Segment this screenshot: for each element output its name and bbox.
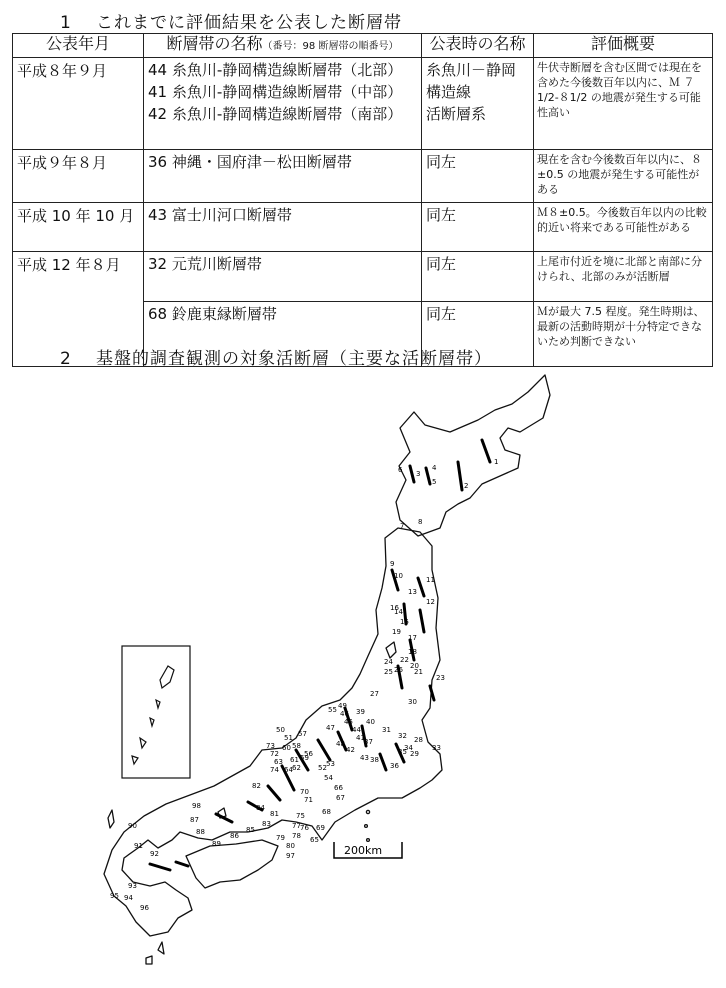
fault-number: 33 [432, 744, 441, 752]
header-fault-name-text: 断層帯の名称 [166, 34, 263, 53]
row-summary: Ｍ８±0.5。今後数百年以内の比較的近い将来である可能性がある [534, 203, 713, 252]
fault-line [150, 864, 170, 870]
fault-number: 86 [230, 832, 239, 840]
section1-title: これまでに評価結果を公表した断層帯 [96, 13, 402, 33]
fault-number: 28 [414, 736, 423, 744]
row-date: 平成 12 年８月 [13, 252, 144, 367]
fault-number: 78 [292, 832, 301, 840]
row-summary: Ｍが最大 7.5 程度。発生時期は、最新の活動時期が十分特定できないため判断できない [534, 302, 713, 367]
fault-number: 57 [298, 730, 307, 738]
fault-number: 89 [212, 840, 221, 848]
fault-number: 40 [366, 718, 375, 726]
japan-fault-map [0, 370, 726, 988]
ryukyu-island [150, 718, 154, 726]
fault-number: 56 [304, 750, 313, 758]
fault-number: 12 [426, 598, 435, 606]
section2-heading [60, 344, 492, 369]
fault-number: 92 [150, 850, 159, 858]
section2-title: 基盤的調査観測の対象活断層（主要な活断層帯） [96, 349, 492, 369]
fault-number: 82 [252, 782, 261, 790]
fault-number: 8 [418, 518, 423, 526]
coastline-outline [104, 375, 550, 964]
fault-item: 42 糸魚川-静岡構造線断層帯（南部） [148, 105, 403, 123]
fault-number: 79 [276, 834, 285, 842]
row-pub-name [422, 58, 534, 150]
fault-line [482, 440, 490, 462]
fault-number: 16 [390, 604, 399, 612]
fault-number: 64 [284, 766, 293, 774]
fault-number: 66 [334, 784, 343, 792]
fault-number: 5 [432, 478, 437, 486]
fault-number: 72 [270, 750, 279, 758]
row-pub-name [422, 252, 534, 302]
fault-number: 95 [110, 892, 119, 900]
tsushima-island [108, 810, 114, 828]
header-summary: 評価概要 [534, 34, 713, 58]
row-date: 平成 10 年 10 月 [13, 203, 144, 252]
hokkaido-outline [396, 375, 550, 536]
fault-number: 3 [416, 470, 421, 478]
section1-number: 1 [60, 13, 72, 33]
fault-number: 58 [292, 742, 301, 750]
okinawa-island [160, 666, 174, 688]
fault-line [318, 740, 330, 760]
fault-number: 50 [276, 726, 285, 734]
fault-number: 73 [266, 742, 275, 750]
row-summary: 現在を含む今後数百年以内に、８±0.5 の地震が発生する可能性がある [534, 150, 713, 203]
header-pub-name: 公表時の名称 [422, 34, 534, 58]
fault-number: 84 [256, 804, 265, 812]
fault-number: 46 [340, 710, 349, 718]
fault-item: 32 元荒川断層帯 [148, 255, 262, 273]
fault-number: 63 [274, 758, 283, 766]
fault-number: 1 [494, 458, 499, 466]
fault-number: 81 [270, 810, 279, 818]
fault-number: 20 [410, 662, 419, 670]
fault-item: 44 糸魚川-静岡構造線断層帯（北部） [148, 61, 403, 79]
fault-number: 15 [400, 618, 409, 626]
fault-number: 62 [292, 764, 301, 772]
pub-name-line: 糸魚川－静岡 [426, 61, 517, 79]
fault-number: 6 [398, 466, 403, 474]
fault-number: 9 [390, 560, 395, 568]
fault-evaluation-table [12, 33, 713, 367]
table-row [13, 252, 713, 302]
fault-number: 30 [408, 698, 417, 706]
fault-line [176, 862, 188, 866]
izu-island [365, 825, 368, 828]
pub-name-line: 同左 [426, 255, 457, 273]
row-date: 平成８年９月 [13, 58, 144, 150]
fault-number: 83 [262, 820, 271, 828]
honshu-outline [104, 528, 442, 936]
fault-line [420, 610, 424, 632]
fault-number: 98 [192, 802, 201, 810]
fault-number: 44 [352, 726, 361, 734]
fault-number: 19 [392, 628, 401, 636]
header-date: 公表年月 [13, 34, 144, 58]
fault-number: 25 [384, 668, 393, 676]
row-faults [144, 58, 422, 150]
pub-name-line: 構造線 [426, 83, 472, 101]
fault-number: 60 [282, 744, 291, 752]
fault-item: 68 鈴鹿東縁断層帯 [148, 305, 277, 323]
fault-number: 39 [356, 708, 365, 716]
fault-number: 36 [390, 762, 399, 770]
fault-number: 91 [134, 842, 143, 850]
fault-number: 68 [322, 808, 331, 816]
fault-number: 26 [394, 666, 403, 674]
fault-number: 67 [336, 794, 345, 802]
fault-number: 24 [384, 658, 393, 666]
row-summary: 牛伏寺断層を含む区間では現在を含めた今後数百年以内に、Ｍ ７1/2-８1/2 の地震が発生する可能性高い [534, 58, 713, 150]
fault-number: 55 [328, 706, 337, 714]
pub-name-line: 同左 [426, 305, 457, 323]
fault-number: 85 [246, 826, 255, 834]
fault-number: 52 [318, 764, 327, 772]
fault-number: 34 [404, 744, 413, 752]
pub-name-line: 同左 [426, 153, 457, 171]
table-row [13, 203, 713, 252]
ryukyu-island [132, 756, 138, 764]
fault-number: 2 [464, 482, 469, 490]
scale-label: 200km [344, 844, 383, 857]
fault-number: 49 [338, 702, 347, 710]
fault-number: 31 [382, 726, 391, 734]
fault-line [380, 754, 386, 770]
row-faults [144, 252, 422, 302]
fault-item: 43 富士川河口断層帯 [148, 206, 292, 224]
fault-number: 43 [360, 754, 369, 762]
izu-island [366, 810, 369, 813]
fault-number: 51 [284, 734, 293, 742]
fault-number: 45 [344, 718, 353, 726]
pub-name-line: 同左 [426, 206, 457, 224]
fault-number: 11 [426, 576, 435, 584]
fault-number: 69 [316, 824, 325, 832]
fault-number: 94 [124, 894, 133, 902]
fault-number: 87 [190, 816, 199, 824]
fault-number: 47 [326, 724, 335, 732]
ryukyu-island [156, 700, 160, 708]
fault-number: 54 [324, 774, 333, 782]
fault-number: 97 [286, 852, 295, 860]
fault-item: 41 糸魚川-静岡構造線断層帯（中部） [148, 83, 403, 101]
row-faults [144, 150, 422, 203]
fault-item: 36 神縄・国府津－松田断層帯 [148, 153, 352, 171]
yakushima-island [146, 956, 152, 964]
fault-number: 27 [370, 690, 379, 698]
fault-number: 21 [414, 668, 423, 676]
row-summary: 上尾市付近を境に北部と南部に分けられ、北部のみが活断層 [534, 252, 713, 302]
fault-number: 88 [196, 828, 205, 836]
fault-line [216, 814, 232, 822]
table-header-row [13, 34, 713, 58]
fault-number: 53 [326, 760, 335, 768]
fault-line [426, 468, 430, 484]
table-row [13, 58, 713, 150]
fault-number: 4 [432, 464, 437, 472]
fault-number: 90 [128, 822, 137, 830]
header-fault-name [144, 34, 422, 58]
fault-line [410, 466, 414, 482]
fault-number: 80 [286, 842, 295, 850]
fault-number: 70 [300, 788, 309, 796]
pub-name-line: 活断層系 [426, 105, 487, 123]
fault-number: 93 [128, 882, 137, 890]
fault-line [458, 462, 462, 490]
section1-heading [60, 8, 402, 33]
fault-number: 7 [400, 522, 405, 530]
fault-line [418, 578, 424, 596]
okinawa-inset [122, 646, 190, 778]
fault-number: 42 [346, 746, 355, 754]
row-pub-name [422, 203, 534, 252]
table-row [13, 150, 713, 203]
fault-number: 18 [408, 648, 417, 656]
fault-number: 65 [310, 836, 319, 844]
fault-number: 61 [290, 756, 299, 764]
fault-number: 13 [408, 588, 417, 596]
fault-number: 10 [394, 572, 403, 580]
fault-number: 37 [364, 738, 373, 746]
header-fault-note: （番号：98 断層帯の順番号） [262, 41, 399, 52]
fault-number: 74 [270, 766, 279, 774]
fault-number: 77 [292, 822, 301, 830]
fault-number: 17 [408, 634, 417, 642]
fault-number: 75 [296, 812, 305, 820]
izu-island [367, 839, 370, 842]
fault-number: 76 [300, 824, 309, 832]
fault-number: 59 [300, 754, 309, 762]
fault-number: 41 [356, 734, 365, 742]
section2-number: 2 [60, 349, 72, 369]
fault-number: 23 [436, 674, 445, 682]
fault-number: 22 [400, 656, 409, 664]
shikoku-outline [186, 840, 278, 888]
fault-number: 29 [410, 750, 419, 758]
row-faults [144, 203, 422, 252]
row-date: 平成９年８月 [13, 150, 144, 203]
fault-number: 32 [398, 732, 407, 740]
scale-bar [334, 842, 402, 858]
fault-number: 48 [336, 740, 345, 748]
fault-number: 14 [394, 608, 403, 616]
fault-number: 38 [370, 756, 379, 764]
fault-number: 71 [304, 796, 313, 804]
row-pub-name [422, 150, 534, 203]
tanegashima-island [158, 942, 164, 954]
fault-number: 35 [398, 748, 407, 756]
sado-island [386, 642, 396, 658]
fault-number: 96 [140, 904, 149, 912]
ryukyu-island [140, 738, 146, 748]
fault-line [268, 786, 280, 800]
